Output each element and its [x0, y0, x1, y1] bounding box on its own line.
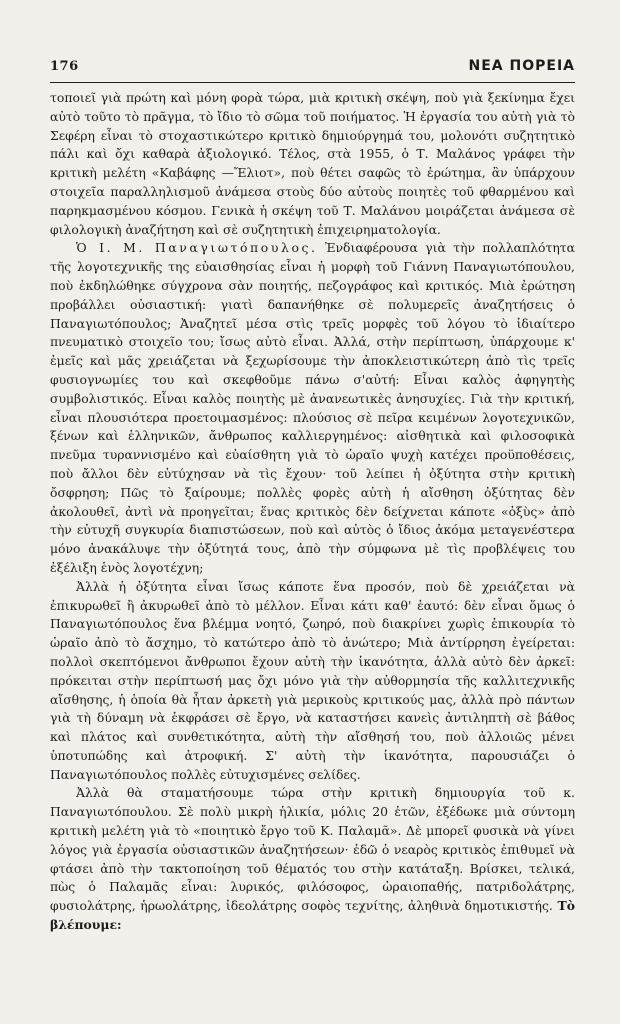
paragraph-text: Ἀλλὰ θὰ σταματήσουμε τώρα στὴν κριτικὴ δημιουργία τοῦ κ. Παναγιωτόπουλου. Σὲ πολὺ μικρὴ ἡλικία, μόλις 20 ἐτῶν, ἐξέδωκε μιὰ σύντομη κριτικὴ μελέτη γιὰ τὸ «ποιητικὸ ἔργο τοῦ Κ. Παλαμᾶ». Δὲ μπορεῖ φυσικὰ νὰ γίνει λόγος γιὰ ἐργασία οὐσιαστικῶν ἀναζητήσεων· ἐδῶ ὁ νεαρὸς κριτικὸς ἐπιθυμεῖ νὰ φτάσει ἀπὸ τὴν τακτοποίηση τοῦ θέματός του στὴν κατάταξη. Βρίσκει, τελικά, πὼς ὁ Παλαμᾶς εἶναι: λυρικός, φιλόσοφος, ὡραιοπαθής, πατριδολάτρης, φυσιολάτρης, ἡρωολάτρης, ἰδεολάτρης σοφὸς τεχνίτης, ἀληθινὰ δημοτικιστής.	[50, 785, 575, 914]
paragraph-3	[50, 578, 575, 785]
journal-title: ΝΕΑ ΠΟΡΕΙΑ	[468, 58, 575, 74]
paragraph-text: Ἐνδιαφέρουσα γιὰ τὴν πολλαπλότητα τῆς λογοτεχνικῆς της εὐαισθησίας εἶναι ἡ μορφὴ τοῦ Γιάννη Παναγιωτόπουλου, ποὺ ἐκδηλώθηκε σύγχρονα σὰν ποιητής, πεζογράφος καὶ κριτικός. Μιὰ ἐρώτηση προβάλλει οὐσιαστική: γιατὶ δαπανήθηκε σὲ πολυμερεῖς ἀναζητήσεις ὁ Παναγιωτόπουλος; Ἀναζητεῖ μέσα στὶς τρεῖς μορφὲς τοῦ λόγου τὸ ἰδιαίτερο πνευματικὸ στοιχεῖο του; ἴσως αὐτὸ εἶναι. Ἀλλά, στὴν περίπτωση, ὑπάρχουμε κ' ἐμεῖς καὶ μᾶς χρειάζεται νὰ ξεχωρίσουμε τὴν ἀποκλειστικώτερη ἀπὸ τὶς τρεῖς φυσιογνωμίες του καὶ σκεφθοῦμε πάνω σ'αὐτή: Εἶναι καλὸς ἀφηγητὴς συμβολιστικός. Εἶναι καλὸς ποιητὴς μὲ ἀνανεωτικὲς ἀνησυχίες. Γιὰ τὴν κριτική, εἶναι πλουσιότερα προετοιμασμένος: πλούσιος σὲ πεῖρα κειμένων λογοτεχνικῶν, ξένων καὶ ἑλληνικῶν, ἄνθρωπος καλλιεργημένος: αἰσθητικὰ καὶ φιλοσοφικὰ πνεῦμα τυραννισμένο καὶ εὐαίσθητη γιὰ τὸ ὡραῖο ψυχὴ κατέχει προϋποθέσεις, ποὺ ἄλλοι δὲν εὐτύχησαν νὰ τὶς ἔχουν· τοῦ λείπει ἡ ὀξύτητα στὴν κριτικὴ ὄσφρηση; Πῶς τὸ ξαίρουμε; πολλὲς φορὲς αὐτὴ ἡ αἴσθηση ὀξύτητας δὲν ἀκολουθεῖ, ἀντὶ νὰ προηγεῖται; ἕνας κριτικὸς δὲν δείχνεται κάποτε «ὀξὺς» ἀπὸ τὴν εὐτυχῆ συγκυρία διαπιστώσεων, ποὺ καὶ αὐτὸς ὁ ἴδιος ἀκόμα μεταγενέστερα μόνο ἀνακάλυψε τὴν ὀξύτητά τους, ἀπὸ τὴν σύμφωνα μὲ τὶς προβλέψεις του ἐξέλιξη ἑνὸς λογοτέχνη;	[50, 240, 575, 575]
closing-phrase: Τὸ βλέπουμε:	[50, 898, 575, 933]
running-head	[50, 58, 575, 82]
paragraph-4	[50, 784, 575, 934]
paragraph-1	[50, 89, 575, 239]
paragraph-text: τοποιεῖ γιὰ πρώτη καὶ μόνη φορὰ τώρα, μιὰ κριτικὴ σκέψη, ποὺ γιὰ ξεκίνημα ἔχει αὐτὸ τοῦτο τὸ πρᾶγμα, τὸ ἴδιο τὸ σῶμα τοῦ ποιήματος. Ἡ ἐργασία του αὐτὴ γιὰ τὸ Σεφέρη εἶναι τὸ στοχαστικώτερο κριτικὸ δημιούργημά του, μολονότι συζητητικὸ πάλι καὶ ὄχι καθαρὰ ἀξιολογικό. Τέλος, στὰ 1955, ὁ Τ. Μαλάνος γράφει τὴν κριτικὴ μελέτη «Καβάφης —Ἔλιοτ», ποὺ θέτει σαφῶς τὸ ἐρώτημα, ἂν ὑπάρχουν στοιχεῖα παραλληλισμοῦ ἀνάμεσα στοὺς δύο αὐτοὺς ποιητὲς τοῦ φθαρμένου καὶ παρηκμασμένου κόσμου. Γενικὰ ἡ σκέψη τοῦ Τ. Μαλάνου μοιράζεται ἀνάμεσα σὲ φιλολογικὴ ἀναζήτηση καὶ σὲ συζητητικὴ ἐπιχειρηματολογία.	[50, 90, 575, 237]
book-page	[50, 58, 575, 998]
header-rule	[50, 82, 575, 83]
article-body	[50, 89, 575, 935]
paragraph-text: Ἀλλὰ ἡ ὀξύτητα εἶναι ἴσως κάποτε ἕνα προσόν, ποὺ δὲ χρειάζεται νὰ ἐπικυρωθεῖ ἢ ἀκυρωθεῖ ἀπὸ τὸ μέλλον. Εἶναι κάτι καθ' ἑαυτό: δὲν εἶναι ὅμως ὁ Παναγιωτόπουλος ἕνα βλέμμα νοητό, ζωηρό, ποὺ διακρίνει χωρὶς ἐπικουρία τὸ ὡραῖο ἀπὸ τὸ ἄσχημο, τὸ κατώτερο ἀπὸ τὸ ἀνώτερο; Μιὰ ἀντίρρηση ἐγείρεται: πολλοὶ σκεπτόμενοι ἄνθρωποι ἔχουν αὐτὴ τὴν ἱκανότητα, ἀλλὰ αὐτὸ δὲν ἀρκεῖ: πρόκειται στὴν περίπτωσή μας ὄχι μόνο γιὰ τὴν αὐθορμησία τῆς καλλιτεχνικῆς αἴσθησης, ἡ ὁποία θὰ ἦταν ἀρκετὴ γιὰ μερικοὺς κριτικούς μας, ἀλλὰ πρὸ πάντων γιὰ τὴ δύναμη νὰ ἐκφράσει σὲ ἔργο, νὰ καταστήσει κανεὶς ἀντιληπτὴ σὲ βάθος καὶ πλάτος καὶ συνθετικότητα, αὐτὴ τὴν αἴσθησή του, ποὺ ἀλλοιῶς μένει ὑποτυπώδης καὶ ἀτροφική. Σ' αὐτὴ τὴν ἱκανότητα, παρουσιάζει ὁ Παναγιωτόπουλος πολλὲς εὐτυχισμένες σελίδες.	[50, 578, 575, 782]
author-name-spaced: Ὁ Ι. Μ. Παναγιωτόπουλος.	[76, 240, 318, 256]
page-number: 176	[50, 59, 79, 74]
paragraph-2	[50, 239, 575, 577]
